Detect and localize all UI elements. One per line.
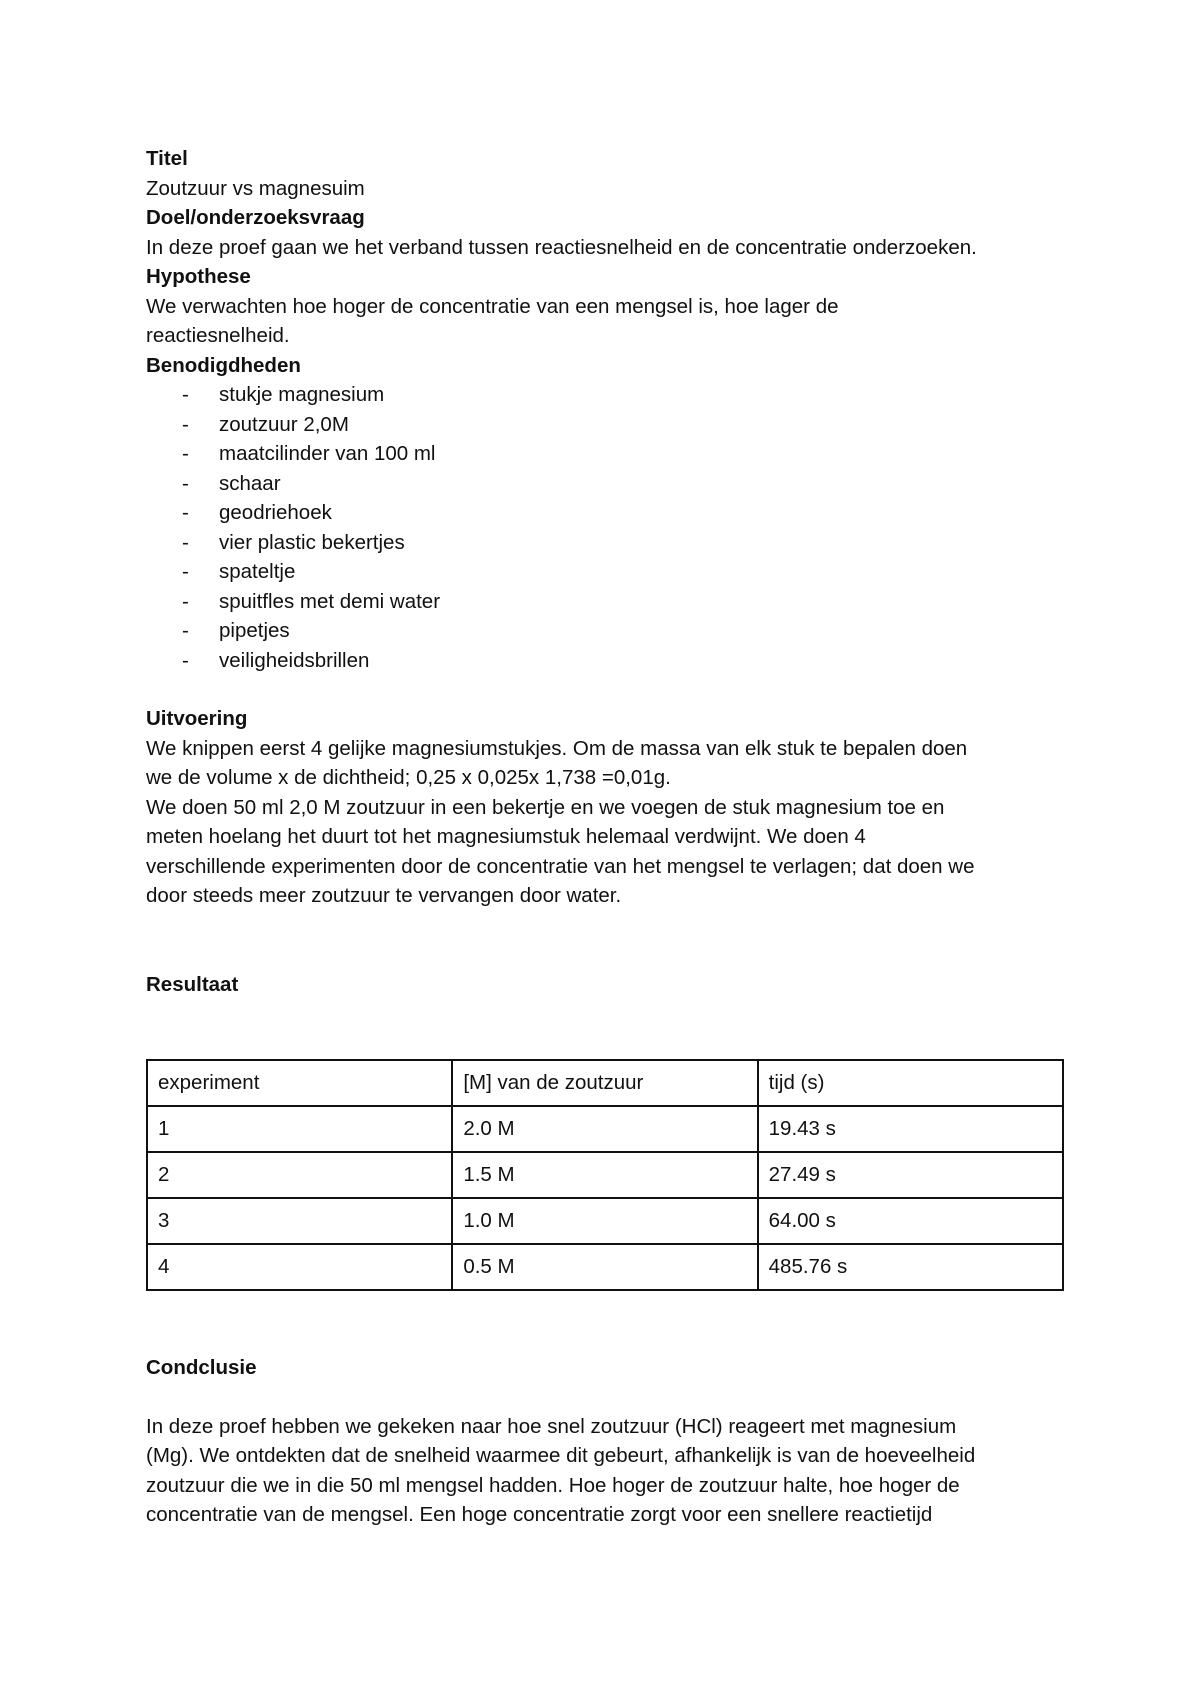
table-row: [147, 1152, 1063, 1198]
material-label: pipetjes: [219, 619, 290, 642]
list-dash: -: [182, 471, 189, 495]
table-header-row: [147, 1060, 1063, 1106]
method-line: We doen 50 ml 2,0 M zoutzuur in een bekertje en we voegen de stuk magnesium toe en: [146, 795, 945, 819]
list-dash: -: [182, 589, 189, 613]
table-cell: 2.0 M: [452, 1106, 757, 1152]
materials-list-item: [146, 587, 1066, 617]
materials-list-item: [146, 616, 1066, 646]
title-heading: Titel: [146, 147, 188, 170]
materials-list-item: [146, 557, 1066, 587]
research-question-text: In deze proef gaan we het verband tussen reactiesnelheid en de concentratie onderzoeken.: [146, 235, 977, 259]
method-line: verschillende experimenten door de concentratie van het mengsel te verlagen; dat doen we: [146, 854, 975, 878]
method-heading: Uitvoering: [146, 707, 248, 730]
table-cell: 4: [147, 1244, 452, 1290]
list-dash: -: [182, 619, 189, 642]
research-question-heading: Doel/onderzoeksvraag: [146, 206, 365, 229]
conclusion-line: (Mg). We ontdekten dat de snelheid waarmee dit gebeurt, afhankelijk is van de hoeveelheid: [146, 1444, 976, 1467]
material-label: spateltje: [219, 560, 296, 583]
materials-list-item: [146, 410, 1066, 440]
materials-list-item: [146, 646, 1066, 676]
material-label: spuitfles met demi water: [219, 589, 441, 613]
result-heading: Resultaat: [146, 972, 239, 996]
conclusion-line: concentratie van de mengsel. Een hoge concentratie zorgt voor een snellere reactietijd: [146, 1503, 933, 1526]
list-dash: -: [182, 560, 189, 583]
conclusion-line: In deze proef hebben we gekeken naar hoe snel zoutzuur (HCl) reageert met magnesium: [146, 1414, 957, 1438]
list-dash: -: [182, 412, 189, 436]
title-text: Zoutzuur vs magnesuim: [146, 176, 365, 200]
spacer: [146, 675, 1066, 704]
conclusion-heading: Condclusie: [146, 1356, 257, 1379]
materials-heading: Benodigdheden: [146, 353, 301, 377]
spacer: [146, 1383, 1066, 1412]
method-line: We knippen eerst 4 gelijke magnesiumstukjes. Om de massa van elk stuk te bepalen doen: [146, 736, 968, 760]
hypothesis-heading: Hypothese: [146, 265, 251, 288]
table-cell: 485.76 s: [758, 1244, 1063, 1290]
table-cell: 64.00 s: [758, 1198, 1063, 1244]
materials-list-item: [146, 469, 1066, 499]
table-cell: 2: [147, 1152, 452, 1198]
hypothesis-line: We verwachten hoe hoger de concentratie van een mengsel is, hoe lager de: [146, 294, 839, 318]
table-header-cell: tijd (s): [758, 1060, 1063, 1106]
list-dash: -: [182, 501, 189, 524]
materials-list: [146, 380, 1066, 675]
material-label: geodriehoek: [219, 501, 332, 524]
spacer: [146, 1291, 1066, 1353]
hypothesis-line: reactiesnelheid.: [146, 324, 290, 347]
list-dash: -: [182, 442, 189, 465]
table-row: [147, 1244, 1063, 1290]
table-cell: 27.49 s: [758, 1152, 1063, 1198]
table-row: [147, 1106, 1063, 1152]
material-label: veiligheidsbrillen: [219, 648, 370, 672]
document-page: [146, 144, 1066, 1530]
materials-list-item: [146, 380, 1066, 410]
method-line: door steeds meer zoutzuur te vervangen door water.: [146, 884, 622, 907]
conclusion-line: zoutzuur die we in die 50 ml mengsel hadden. Hoe hoger de zoutzuur halte, hoe hoger de: [146, 1473, 960, 1497]
results-table: [146, 1059, 1064, 1291]
table-cell: 0.5 M: [452, 1244, 757, 1290]
material-label: schaar: [219, 471, 281, 495]
table-header-cell: [M] van de zoutzuur: [452, 1060, 757, 1106]
table-cell: 1.5 M: [452, 1152, 757, 1198]
material-label: stukje magnesium: [219, 383, 385, 406]
table-row: [147, 1198, 1063, 1244]
table-cell: 1: [147, 1106, 452, 1152]
table-cell: 1.0 M: [452, 1198, 757, 1244]
method-line: meten hoelang het duurt tot het magnesiumstuk helemaal verdwijnt. We doen 4: [146, 825, 866, 848]
material-label: zoutzuur 2,0M: [219, 412, 349, 436]
spacer: [146, 911, 1066, 970]
list-dash: -: [182, 383, 189, 406]
materials-list-item: [146, 439, 1066, 469]
materials-list-item: [146, 498, 1066, 528]
material-label: maatcilinder van 100 ml: [219, 442, 436, 465]
material-label: vier plastic bekertjes: [219, 530, 405, 554]
table-header-cell: experiment: [147, 1060, 452, 1106]
list-dash: -: [182, 530, 189, 554]
table-cell: 19.43 s: [758, 1106, 1063, 1152]
method-line: we de volume x de dichtheid; 0,25 x 0,025x 1,738 =0,01g.: [146, 766, 671, 789]
table-cell: 3: [147, 1198, 452, 1244]
list-dash: -: [182, 648, 189, 672]
materials-list-item: [146, 528, 1066, 558]
